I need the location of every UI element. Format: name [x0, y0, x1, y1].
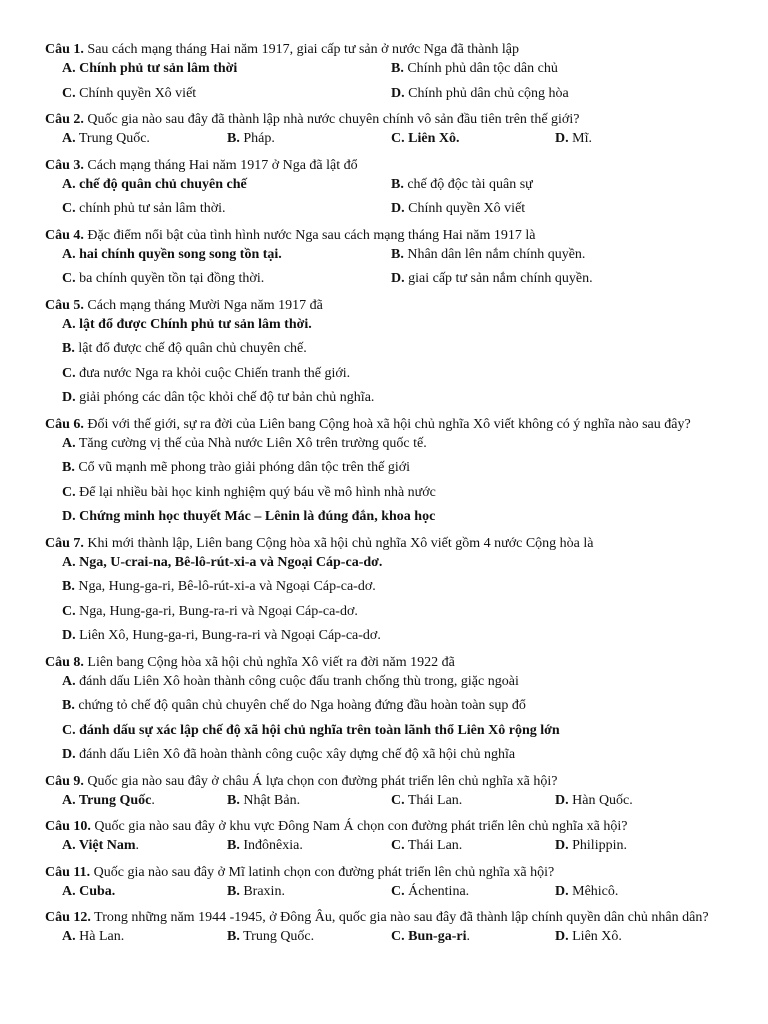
option-text: chế độ độc tài quân sự [407, 176, 533, 192]
option-label: D. [391, 271, 405, 286]
question-block [45, 228, 721, 294]
answer-option-d[interactable] [555, 131, 592, 148]
option-label: A. [62, 929, 76, 944]
option-text: Thái Lan. [407, 838, 463, 853]
answer-option-c[interactable] [62, 201, 226, 218]
answer-option-d[interactable] [391, 86, 569, 103]
question-block [45, 42, 721, 108]
option-text: Philippin. [572, 838, 627, 853]
option-text: Hà Lan. [79, 929, 125, 944]
option-label: A. [62, 316, 76, 332]
question-block [45, 655, 721, 770]
question-text: Liên bang Cộng hòa xã hội chủ nghĩa Xô viết ra đời năm 1922 đã [87, 654, 455, 670]
answer-option-c[interactable] [391, 884, 469, 901]
answer-options [45, 59, 721, 108]
option-label: C. [391, 929, 405, 944]
question-block [45, 158, 721, 224]
option-text: Trung Quốc. [243, 929, 315, 944]
answer-option-a[interactable] [62, 838, 139, 855]
answer-option-b[interactable] [391, 177, 533, 194]
exam-page [45, 38, 721, 952]
answer-option-c[interactable] [391, 793, 462, 810]
answer-options [45, 927, 721, 952]
answer-option-d[interactable] [62, 390, 374, 407]
answer-options [45, 791, 721, 816]
option-label: B. [391, 61, 404, 76]
answer-option-d[interactable] [62, 747, 515, 764]
question-stem [45, 228, 721, 245]
question-stem [45, 536, 721, 553]
question-number: Câu 1. [45, 42, 84, 57]
option-text: Liên Xô. [408, 131, 460, 146]
option-text: Nga, Hung-ga-ri, Bung-ra-ri và Ngoại Cáp-ca-dơ. [79, 603, 358, 619]
answer-option-c[interactable] [62, 604, 358, 621]
option-label: C. [391, 131, 405, 146]
question-text: Sau cách mạng tháng Hai năm 1917, giai cấp tư sản ở nước Nga đã thành lập [87, 42, 519, 57]
option-text: Chứng minh học thuyết Mác – Lênin là đúng đắn, khoa học [79, 509, 436, 524]
question-text: Đối với thế giới, sự ra đời của Liên bang Cộng hoà xã hội chủ nghĩa Xô viết không có ý nghĩa nào sau đây? [87, 416, 691, 432]
question-stem [45, 910, 721, 927]
answer-options [45, 245, 721, 294]
answer-options [45, 175, 721, 224]
option-text: Liên Xô, Hung-ga-ri, Bung-ra-ri và Ngoại Cáp-ca-dơ. [79, 628, 381, 643]
option-text: Chính phủ tư sản lâm thời [79, 61, 238, 76]
answer-option-b[interactable] [391, 61, 558, 78]
option-text: Liên Xô. [572, 929, 622, 944]
option-label: D. [62, 628, 76, 643]
option-label: C. [391, 792, 405, 808]
answer-option-d[interactable] [555, 838, 627, 855]
option-label: C. [391, 838, 405, 853]
option-text: đánh dấu sự xác lập chế độ xã hội chủ nghĩa trên toàn lãnh thổ Liên Xô rộng lớn [79, 722, 560, 738]
option-label: C. [62, 484, 76, 500]
question-block [45, 910, 721, 952]
option-label: A. [62, 61, 76, 76]
answer-option-d[interactable] [391, 271, 593, 288]
question-number: Câu 4. [45, 227, 84, 243]
answer-option-b[interactable] [227, 838, 303, 855]
question-text: Quốc gia nào sau đây ở Mĩ latinh chọn con đường phát triển lên chủ nghĩa xã hội? [93, 864, 555, 880]
option-text: Trung Quốc. [78, 131, 150, 146]
question-stem [45, 819, 721, 836]
option-text: Pháp. [243, 131, 275, 146]
answer-option-c[interactable] [62, 723, 560, 740]
answer-option-b[interactable] [227, 884, 285, 901]
question-number: Câu 5. [45, 297, 84, 313]
option-text: Nga, Hung-ga-ri, Bê-lô-rút-xi-a và Ngoại Cáp-ca-dơ. [78, 579, 376, 594]
question-block [45, 298, 721, 413]
answer-options [45, 882, 721, 907]
question-number: Câu 10. [45, 819, 91, 834]
option-label: B. [391, 246, 404, 262]
question-stem [45, 655, 721, 672]
answer-option-a[interactable] [62, 61, 237, 78]
option-text: Cổ vũ mạnh mẽ phong trào giải phóng dân tộc trên thế giới [78, 460, 411, 475]
answer-option-b[interactable] [391, 247, 585, 264]
option-label: B. [62, 698, 75, 713]
option-label: C. [62, 201, 76, 216]
option-text: Chính quyền Xô viết [408, 201, 526, 216]
option-text: Thái Lan. [407, 792, 463, 808]
option-label: D. [62, 390, 76, 405]
option-text: Việt Nam [78, 838, 136, 853]
answer-option-b[interactable] [227, 929, 314, 946]
option-label: D. [391, 85, 405, 101]
option-label: A. [62, 435, 76, 451]
option-label: B. [227, 792, 240, 808]
answer-options [45, 553, 721, 651]
answer-option-b[interactable] [62, 341, 307, 358]
option-text: chứng tỏ chế độ quân chủ chuyên chế do Nga hoàng đứng đầu hoàn toàn sụp đổ [78, 698, 526, 713]
answer-options [45, 129, 721, 154]
option-label: C. [62, 722, 76, 738]
option-text: Nga, U-crai-na, Bê-lô-rút-xi-a và Ngoại Cáp-ca-dơ. [79, 554, 383, 570]
option-label: A. [62, 176, 76, 192]
option-text: hai chính quyền song song tồn tại. [79, 246, 282, 262]
option-text: Để lại nhiều bài học kinh nghiệm quý báu về mô hình nhà nước [79, 484, 436, 500]
question-stem [45, 158, 721, 175]
answer-option-a[interactable] [62, 674, 519, 691]
option-label: D. [391, 201, 405, 216]
question-stem [45, 112, 721, 129]
question-stem [45, 774, 721, 791]
option-text: Hàn Quốc. [572, 792, 633, 808]
option-label: B. [62, 579, 75, 594]
question-number: Câu 9. [45, 773, 84, 789]
answer-option-a[interactable] [62, 884, 115, 901]
question-number: Câu 11. [45, 864, 91, 880]
option-label: C. [62, 365, 76, 381]
option-suffix: . [151, 792, 155, 808]
option-label: B. [227, 929, 240, 944]
option-label: D. [555, 792, 569, 808]
option-text: Cuba. [79, 883, 116, 899]
question-number: Câu 8. [45, 654, 84, 670]
question-number: Câu 12. [45, 910, 91, 925]
question-text: Trong những năm 1944 -1945, ở Đông Âu, quốc gia nào sau đây đã thành lập chính quyền dân chủ nhân dân? [94, 910, 709, 925]
option-label: C. [391, 883, 405, 899]
option-text: đánh dấu Liên Xô hoàn thành công cuộc đấu tranh chống thù trong, giặc ngoài [79, 673, 519, 689]
option-text: Mêhicô. [572, 883, 619, 899]
option-text: Nhật Bản. [243, 792, 301, 808]
option-text: lật đổ được Chính phủ tư sản lâm thời. [79, 316, 312, 332]
answer-option-a[interactable] [62, 317, 312, 334]
answer-options [45, 315, 721, 413]
option-label: D. [555, 929, 569, 944]
option-text: Chính phủ dân tộc dân chủ [407, 61, 558, 76]
option-label: C. [62, 85, 76, 101]
option-text: đưa nước Nga ra khỏi cuộc Chiến tranh thế giới. [79, 365, 351, 381]
answer-options [45, 836, 721, 861]
option-label: A. [62, 554, 76, 570]
answer-options [45, 434, 721, 532]
question-text: Cách mạng tháng Mười Nga năm 1917 đã [87, 297, 323, 313]
answer-option-d[interactable] [555, 884, 618, 901]
option-label: D. [62, 747, 76, 762]
answer-option-d[interactable] [62, 509, 435, 526]
answer-option-c[interactable] [62, 271, 264, 288]
option-text: ba chính quyền tồn tại đồng thời. [79, 271, 265, 286]
answer-option-b[interactable] [62, 579, 376, 596]
answer-option-b[interactable] [62, 698, 526, 715]
option-label: B. [391, 176, 404, 192]
question-block [45, 865, 721, 907]
answer-option-c[interactable] [391, 131, 459, 148]
question-number: Câu 2. [45, 112, 84, 127]
answer-option-d[interactable] [62, 628, 381, 645]
question-text: Cách mạng tháng Hai năm 1917 ở Nga đã lật đổ [87, 157, 358, 173]
option-text: Nhân dân lên nắm chính quyền. [407, 246, 586, 262]
answer-option-c[interactable] [62, 485, 436, 502]
question-number: Câu 7. [45, 535, 84, 551]
answer-option-c[interactable] [62, 366, 350, 383]
question-stem [45, 298, 721, 315]
option-label: C. [62, 603, 76, 619]
option-label: B. [62, 460, 75, 475]
option-label: D. [62, 509, 76, 524]
option-label: A. [62, 792, 76, 808]
option-text: Áchentina. [408, 883, 470, 899]
question-stem [45, 42, 721, 59]
option-text: giải phóng các dân tộc khỏi chế độ tư bản chủ nghĩa. [79, 390, 375, 405]
question-stem [45, 417, 721, 434]
question-block [45, 819, 721, 861]
question-number: Câu 6. [45, 416, 84, 432]
option-text: giai cấp tư sản nắm chính quyền. [408, 271, 593, 286]
answer-option-a[interactable] [62, 793, 155, 810]
answer-option-a[interactable] [62, 177, 247, 194]
question-block [45, 112, 721, 154]
option-text: đánh dấu Liên Xô đã hoàn thành công cuộc xây dựng chế độ xã hội chủ nghĩa [79, 747, 516, 762]
answer-option-b[interactable] [227, 793, 300, 810]
question-text: Quốc gia nào sau đây ở khu vực Đông Nam Á chọn con đường phát triển lên chủ nghĩa xã hội? [94, 819, 628, 834]
option-label: D. [555, 131, 569, 146]
answer-options [45, 672, 721, 770]
answer-option-a[interactable] [62, 131, 150, 148]
option-text: chính phủ tư sản lâm thời. [79, 201, 226, 216]
answer-option-d[interactable] [555, 793, 633, 810]
option-label: B. [227, 883, 240, 899]
option-label: C. [62, 271, 76, 286]
question-block [45, 417, 721, 532]
answer-option-a[interactable] [62, 247, 282, 264]
option-label: A. [62, 883, 76, 899]
option-label: A. [62, 838, 76, 853]
answer-option-b[interactable] [62, 460, 410, 477]
option-text: Mĩ. [572, 131, 592, 146]
option-suffix: . [135, 838, 140, 853]
option-text: Chính quyền Xô viết [79, 85, 197, 101]
question-stem [45, 865, 721, 882]
option-text: Trung Quốc [78, 792, 152, 808]
question-text: Quốc gia nào sau đây đã thành lập nhà nước chuyên chính vô sản đầu tiên trên thế giới? [87, 112, 580, 127]
answer-option-b[interactable] [227, 131, 275, 148]
option-label: A. [62, 673, 76, 689]
answer-option-d[interactable] [391, 201, 525, 218]
option-text: Braxin. [243, 883, 285, 899]
option-text: Tăng cường vị thế của Nhà nước Liên Xô trên trường quốc tế. [78, 435, 427, 451]
option-text: Inđônêxia. [243, 838, 303, 853]
option-label: B. [227, 131, 240, 146]
option-text: Chính phủ dân chủ cộng hòa [408, 85, 569, 101]
question-text: Đặc điểm nổi bật của tình hình nước Nga sau cách mạng tháng Hai năm 1917 là [87, 227, 536, 243]
option-label: A. [62, 131, 76, 146]
question-number: Câu 3. [45, 157, 84, 173]
question-text: Quốc gia nào sau đây ở châu Á lựa chọn con đường phát triển lên chủ nghĩa xã hội? [87, 773, 558, 789]
option-text: lật đổ được chế độ quân chủ chuyên chế. [78, 341, 307, 356]
option-suffix: . [466, 929, 470, 944]
answer-option-c[interactable] [62, 86, 196, 103]
option-label: B. [227, 838, 240, 853]
option-text: Bun-ga-ri [408, 929, 467, 944]
option-label: B. [62, 341, 75, 356]
answer-option-c[interactable] [391, 838, 462, 855]
question-text: Khi mới thành lập, Liên bang Cộng hòa xã hội chủ nghĩa Xô viết gồm 4 nước Cộng hòa là [87, 535, 594, 551]
answer-option-d[interactable] [555, 929, 622, 946]
option-text: chế độ quân chủ chuyên chế [79, 176, 247, 192]
answer-option-c[interactable] [391, 929, 470, 946]
question-block [45, 536, 721, 651]
question-block [45, 774, 721, 816]
option-label: D. [555, 838, 569, 853]
answer-option-a[interactable] [62, 555, 382, 572]
option-label: D. [555, 883, 569, 899]
option-label: A. [62, 246, 76, 262]
answer-option-a[interactable] [62, 436, 427, 453]
answer-option-a[interactable] [62, 929, 124, 946]
